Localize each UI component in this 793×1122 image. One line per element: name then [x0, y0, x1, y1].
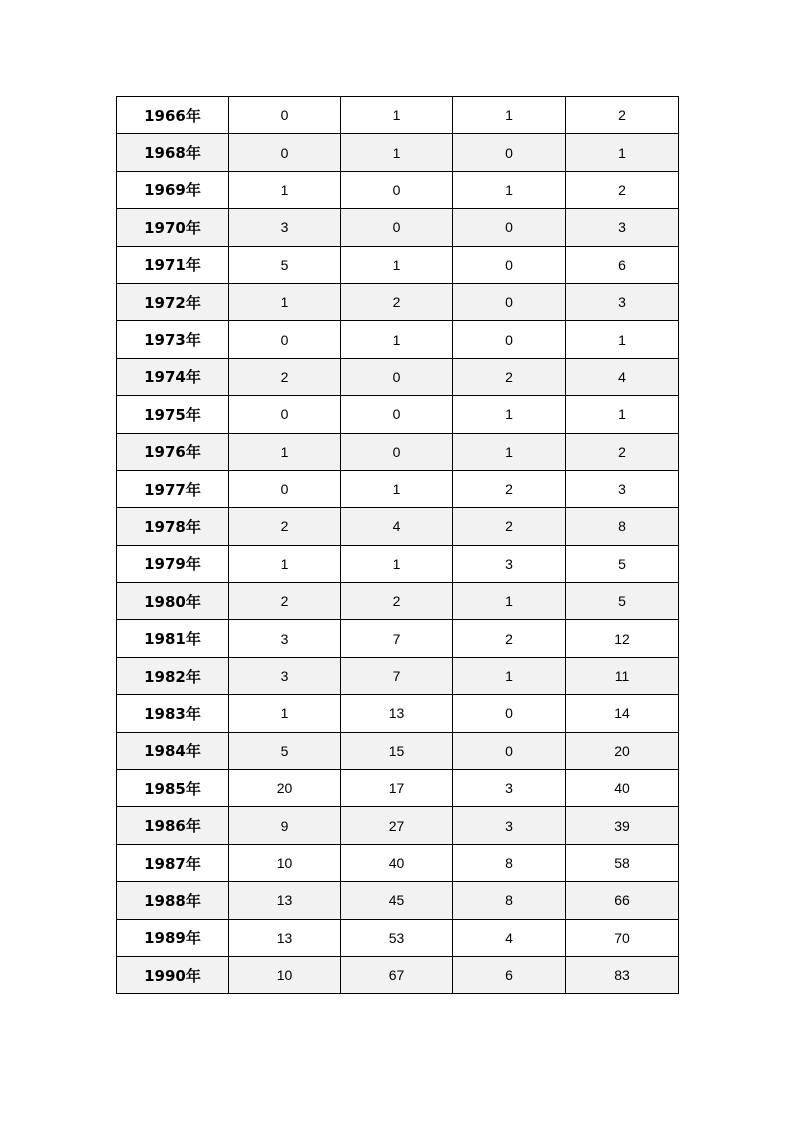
value-cell: 2: [229, 508, 341, 545]
value-cell: 14: [566, 695, 679, 732]
value-cell: 6: [566, 246, 679, 283]
table-row: [117, 171, 679, 208]
year-cell: 1987年: [117, 844, 229, 881]
table-body: [117, 97, 679, 994]
value-cell: 1: [453, 396, 566, 433]
table-row: [117, 508, 679, 545]
value-cell: 1: [229, 283, 341, 320]
year-cell: 1983年: [117, 695, 229, 732]
value-cell: 5: [229, 246, 341, 283]
value-cell: 0: [341, 358, 453, 395]
year-cell: 1966年: [117, 97, 229, 134]
value-cell: 0: [229, 396, 341, 433]
value-cell: 0: [453, 283, 566, 320]
value-cell: 1: [566, 396, 679, 433]
value-cell: 2: [566, 97, 679, 134]
value-cell: 70: [566, 919, 679, 956]
value-cell: 39: [566, 807, 679, 844]
value-cell: 4: [566, 358, 679, 395]
table-row: [117, 545, 679, 582]
table-row: [117, 246, 679, 283]
value-cell: 0: [229, 134, 341, 171]
year-cell: 1985年: [117, 770, 229, 807]
value-cell: 1: [453, 433, 566, 470]
table-row: [117, 97, 679, 134]
value-cell: 2: [566, 433, 679, 470]
value-cell: 1: [453, 583, 566, 620]
value-cell: 0: [341, 171, 453, 208]
table-row: [117, 732, 679, 769]
value-cell: 5: [566, 545, 679, 582]
value-cell: 0: [229, 97, 341, 134]
value-cell: 1: [229, 433, 341, 470]
value-cell: 20: [566, 732, 679, 769]
value-cell: 7: [341, 657, 453, 694]
value-cell: 3: [229, 209, 341, 246]
value-cell: 1: [341, 97, 453, 134]
value-cell: 0: [341, 209, 453, 246]
value-cell: 0: [453, 246, 566, 283]
value-cell: 5: [229, 732, 341, 769]
table-row: [117, 770, 679, 807]
year-cell: 1980年: [117, 583, 229, 620]
value-cell: 4: [453, 919, 566, 956]
value-cell: 40: [566, 770, 679, 807]
value-cell: 3: [566, 283, 679, 320]
year-cell: 1972年: [117, 283, 229, 320]
value-cell: 3: [229, 657, 341, 694]
value-cell: 0: [341, 433, 453, 470]
year-cell: 1989年: [117, 919, 229, 956]
value-cell: 0: [453, 209, 566, 246]
year-cell: 1971年: [117, 246, 229, 283]
table-row: [117, 583, 679, 620]
data-table: [116, 96, 679, 994]
value-cell: 0: [453, 695, 566, 732]
value-cell: 2: [453, 470, 566, 507]
year-cell: 1974年: [117, 358, 229, 395]
value-cell: 58: [566, 844, 679, 881]
year-cell: 1973年: [117, 321, 229, 358]
table-row: [117, 433, 679, 470]
year-cell: 1969年: [117, 171, 229, 208]
value-cell: 1: [566, 321, 679, 358]
value-cell: 5: [566, 583, 679, 620]
value-cell: 1: [341, 246, 453, 283]
year-cell: 1975年: [117, 396, 229, 433]
value-cell: 8: [453, 844, 566, 881]
value-cell: 27: [341, 807, 453, 844]
table-row: [117, 321, 679, 358]
year-cell: 1977年: [117, 470, 229, 507]
table-row: [117, 844, 679, 881]
value-cell: 1: [229, 695, 341, 732]
year-cell: 1968年: [117, 134, 229, 171]
value-cell: 4: [341, 508, 453, 545]
value-cell: 1: [229, 171, 341, 208]
table-row: [117, 470, 679, 507]
year-cell: 1978年: [117, 508, 229, 545]
value-cell: 0: [453, 321, 566, 358]
value-cell: 15: [341, 732, 453, 769]
value-cell: 0: [453, 134, 566, 171]
value-cell: 40: [341, 844, 453, 881]
value-cell: 0: [341, 396, 453, 433]
value-cell: 1: [453, 97, 566, 134]
value-cell: 13: [341, 695, 453, 732]
value-cell: 2: [341, 583, 453, 620]
value-cell: 1: [453, 171, 566, 208]
year-cell: 1970年: [117, 209, 229, 246]
value-cell: 66: [566, 882, 679, 919]
value-cell: 3: [566, 209, 679, 246]
value-cell: 2: [341, 283, 453, 320]
value-cell: 83: [566, 956, 679, 993]
value-cell: 1: [229, 545, 341, 582]
table-row: [117, 657, 679, 694]
value-cell: 13: [229, 882, 341, 919]
table-row: [117, 620, 679, 657]
value-cell: 2: [229, 583, 341, 620]
value-cell: 8: [566, 508, 679, 545]
year-cell: 1986年: [117, 807, 229, 844]
value-cell: 1: [566, 134, 679, 171]
year-cell: 1981年: [117, 620, 229, 657]
value-cell: 3: [229, 620, 341, 657]
table-row: [117, 396, 679, 433]
value-cell: 13: [229, 919, 341, 956]
value-cell: 2: [566, 171, 679, 208]
value-cell: 45: [341, 882, 453, 919]
value-cell: 2: [453, 508, 566, 545]
value-cell: 9: [229, 807, 341, 844]
year-cell: 1988年: [117, 882, 229, 919]
value-cell: 67: [341, 956, 453, 993]
value-cell: 1: [341, 321, 453, 358]
table-row: [117, 695, 679, 732]
table-row: [117, 919, 679, 956]
year-cell: 1982年: [117, 657, 229, 694]
value-cell: 17: [341, 770, 453, 807]
value-cell: 6: [453, 956, 566, 993]
table-row: [117, 283, 679, 320]
value-cell: 1: [341, 470, 453, 507]
year-cell: 1976年: [117, 433, 229, 470]
value-cell: 0: [229, 470, 341, 507]
table-row: [117, 956, 679, 993]
year-cell: 1979年: [117, 545, 229, 582]
value-cell: 7: [341, 620, 453, 657]
value-cell: 1: [341, 134, 453, 171]
value-cell: 1: [341, 545, 453, 582]
year-cell: 1984年: [117, 732, 229, 769]
table-row: [117, 358, 679, 395]
value-cell: 0: [453, 732, 566, 769]
value-cell: 11: [566, 657, 679, 694]
value-cell: 12: [566, 620, 679, 657]
table-row: [117, 882, 679, 919]
table-row: [117, 209, 679, 246]
table-row: [117, 807, 679, 844]
value-cell: 2: [229, 358, 341, 395]
value-cell: 1: [453, 657, 566, 694]
table-row: [117, 134, 679, 171]
value-cell: 20: [229, 770, 341, 807]
year-cell: 1990年: [117, 956, 229, 993]
value-cell: 3: [453, 807, 566, 844]
value-cell: 0: [229, 321, 341, 358]
value-cell: 53: [341, 919, 453, 956]
value-cell: 3: [566, 470, 679, 507]
value-cell: 10: [229, 844, 341, 881]
value-cell: 8: [453, 882, 566, 919]
value-cell: 3: [453, 770, 566, 807]
value-cell: 10: [229, 956, 341, 993]
value-cell: 2: [453, 358, 566, 395]
value-cell: 2: [453, 620, 566, 657]
value-cell: 3: [453, 545, 566, 582]
